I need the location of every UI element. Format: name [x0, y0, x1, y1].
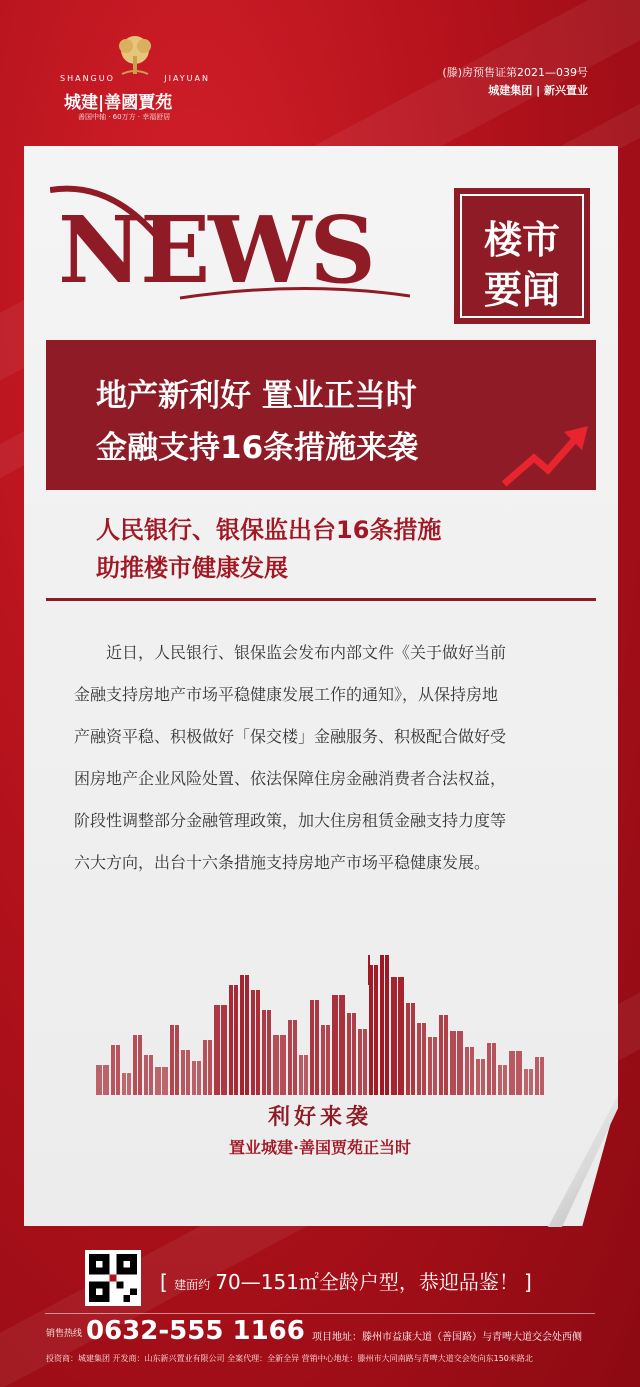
skyline-tower	[439, 1015, 443, 1095]
skyline-tower	[299, 1055, 303, 1095]
subheadline-line-1: 人民银行、银保监出台16条措施	[96, 516, 442, 544]
group-name: 城建集团	[488, 84, 533, 97]
skyline-tower	[138, 1035, 142, 1095]
skyline-tower	[149, 1055, 153, 1095]
skyline-tower	[540, 1057, 544, 1095]
bracket: ]	[524, 1270, 532, 1294]
skyline-tower	[529, 1069, 533, 1095]
hotline-number[interactable]: 0632-555 1166	[86, 1316, 305, 1346]
skyline-tower	[293, 1020, 297, 1095]
promo-prefix: 建面约	[174, 1278, 211, 1292]
skyline-tower	[262, 1010, 266, 1095]
brand-logo	[60, 34, 210, 124]
skyline-tower	[444, 1015, 448, 1095]
presale-permit: (滕)房预售证第2021—039号	[442, 66, 588, 79]
skyline-tower	[240, 975, 244, 1095]
tower-spire	[368, 955, 370, 985]
skyline-tower	[339, 995, 345, 1095]
logo-text-left: SHANGUO	[60, 74, 115, 83]
skyline-tower	[433, 1037, 437, 1095]
skyline-tower	[321, 1025, 325, 1095]
skyline-tower	[363, 1029, 367, 1095]
skyline-tower	[127, 1073, 131, 1095]
skyline-tower	[288, 1020, 292, 1095]
skyline-tower	[332, 995, 338, 1095]
skyline-tower	[214, 1005, 220, 1095]
skyline-tower	[450, 1031, 456, 1095]
skyline-tower	[315, 1000, 319, 1095]
article-line: 困房地产企业风险处置、依法保障住房金融消费者合法权益，	[74, 769, 507, 788]
skyline-tower	[481, 1059, 485, 1095]
skyline-tower	[492, 1043, 496, 1095]
skyline-tower	[197, 1061, 201, 1095]
skyline-tower	[465, 1047, 469, 1095]
skyline-tower	[133, 1035, 137, 1095]
skyline-tower	[208, 1040, 212, 1095]
skyline-tower	[417, 1023, 421, 1095]
rising-arrow-icon	[500, 420, 592, 490]
skyline-tower	[245, 975, 249, 1095]
skyline-tower	[347, 1013, 351, 1095]
article-line: 产融资平稳、积极做好「保交楼」金融服务、积极配合做好受	[74, 727, 507, 746]
skyline-tower	[251, 990, 255, 1095]
skyline-tower	[535, 1057, 539, 1095]
hotline-label: 销售热线	[46, 1329, 83, 1339]
headline-line-1: 地产新利好 置业正当时	[96, 378, 417, 414]
promo-text: 70—151㎡全龄户型，恭迎品鉴！	[215, 1270, 519, 1294]
skyline-tower	[524, 1069, 528, 1095]
skyline-tower	[103, 1065, 109, 1095]
skyline-tower	[186, 1050, 190, 1095]
subheadline-line-2: 助推楼市健康发展	[96, 554, 288, 582]
skyline-tower	[516, 1051, 522, 1095]
skyline-tower	[509, 1051, 515, 1095]
skyline-tower	[273, 1035, 279, 1095]
qr-code-icon	[89, 1254, 137, 1302]
tag-line-1: 楼市	[483, 217, 560, 262]
skyline-tower	[280, 1035, 286, 1095]
headline-line-2: 金融支持16条措施来袭	[96, 430, 419, 466]
skyline-tower	[203, 1040, 207, 1095]
skyline-tower	[192, 1061, 196, 1095]
skyline-tower	[406, 1003, 410, 1095]
skyline-tower	[358, 1029, 362, 1095]
footer-credits: 投资商：城建集团 开发商：山东新兴置业有限公司 全案代理：全新全异 营销中心地址：滕州市大同南路与青啤大道交会处向东150米路北	[46, 1354, 533, 1363]
article-line: 金融支持房地产市场平稳健康发展工作的通知》，从保持房地	[74, 685, 499, 704]
skyline-tower	[234, 985, 238, 1095]
skyline-tower	[96, 1065, 102, 1095]
slogan-sub: 置业城建·善国贾苑正当时	[228, 1138, 412, 1157]
skyline-tower	[326, 1025, 330, 1095]
skyline-tower	[221, 1005, 227, 1095]
project-address: 项目地址：滕州市益康大道（善国路）与青啤大道交会处西侧	[312, 1332, 582, 1343]
skyline-tower	[476, 1059, 480, 1095]
skyline-tower	[487, 1043, 491, 1095]
skyline-tower	[181, 1050, 185, 1095]
skyline-tower	[352, 1013, 356, 1095]
section-divider	[46, 598, 596, 601]
skyline-tower	[116, 1045, 120, 1095]
skyline-tower	[503, 1065, 507, 1095]
skyline-tower	[470, 1047, 474, 1095]
brand-name: 城建|善國賈苑	[64, 93, 173, 113]
divider: |	[536, 84, 541, 97]
company-name: 新兴置业	[544, 84, 588, 97]
skyline-tower	[422, 1023, 426, 1095]
skyline-tower	[457, 1031, 463, 1095]
qr-code[interactable]	[85, 1250, 141, 1306]
group-logos	[488, 82, 588, 98]
bracket: [	[160, 1270, 175, 1294]
skyline-tower	[155, 1067, 161, 1095]
skyline-tower	[374, 965, 378, 1095]
skyline-tower	[391, 977, 397, 1095]
news-title: NEWS	[58, 196, 374, 304]
footer-divider	[45, 1313, 595, 1314]
skyline-tower	[175, 1025, 179, 1095]
skyline-tower	[256, 990, 260, 1095]
skyline-tower	[122, 1073, 126, 1095]
skyline-tower	[170, 1025, 174, 1095]
logo-text-right: JIAYUAN	[164, 74, 210, 83]
article-line: 阶段性调整部分金融管理政策，加大住房租赁金融支持力度等	[74, 811, 507, 830]
skyline-tower	[498, 1065, 502, 1095]
skyline-tower	[310, 1000, 314, 1095]
promo-banner	[160, 1266, 532, 1295]
skyline-tower	[267, 1010, 271, 1095]
news-tag	[454, 188, 590, 324]
skyline-tower	[162, 1067, 168, 1095]
skyline-tower	[411, 1003, 415, 1095]
skyline-tower	[398, 977, 404, 1095]
article-line: 六大方向，出台十六条措施支持房地产市场平稳健康发展。	[74, 853, 491, 872]
tree-logo-icon	[112, 34, 158, 78]
article-line: 近日，人民银行、银保监会发布内部文件《关于做好当前	[74, 643, 507, 662]
skyline-tower	[385, 955, 389, 1095]
tag-line-2: 要闻	[483, 267, 560, 312]
city-skyline-icon	[96, 955, 546, 1095]
skyline-tower	[304, 1055, 308, 1095]
slogan-main: 利好来袭	[267, 1105, 372, 1130]
brand-tagline: 善国中轴 · 60万方 · 幸福舒居	[78, 113, 171, 121]
skyline-tower	[380, 955, 384, 1095]
skyline-tower	[229, 985, 233, 1095]
skyline-tower	[144, 1055, 148, 1095]
skyline-tower	[428, 1037, 432, 1095]
skyline-tower	[111, 1045, 115, 1095]
